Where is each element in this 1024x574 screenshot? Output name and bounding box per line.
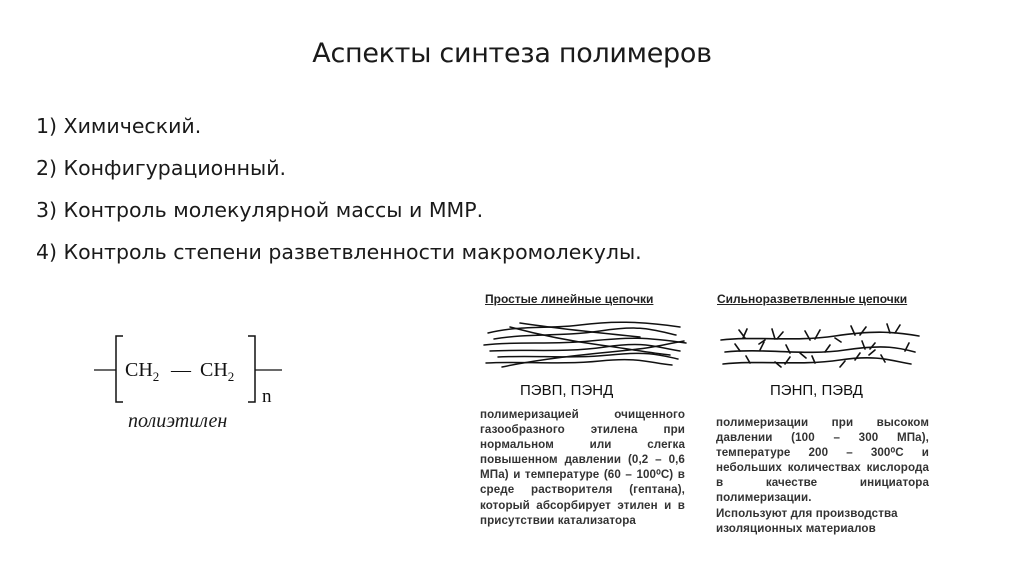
aspect-item: 4) Контроль степени разветвленности макромолекулы.: [36, 240, 642, 264]
formula-unit-left: $CH_2$: [125, 359, 160, 384]
formula-unit-right: $CH_2$: [200, 359, 235, 384]
linear-chains-illustration: [480, 315, 690, 373]
branched-chains-heading: Сильноразветвленные цепочки: [717, 292, 908, 306]
branched-chains-caption: ПЭНП, ПЭВД: [770, 382, 863, 399]
linear-chains-caption: ПЭВП, ПЭНД: [520, 382, 614, 399]
aspect-item: 2) Конфигурационный.: [36, 156, 287, 180]
branched-chains-usage: Используют для производства изоляционных материалов: [716, 506, 898, 535]
formula-subscript-n: n: [262, 386, 272, 407]
formula-left-bracket: [116, 336, 123, 402]
aspect-item: 3) Контроль молекулярной массы и ММР.: [36, 198, 484, 222]
branched-chains-illustration: [715, 318, 925, 373]
formula-bond: —: [171, 359, 191, 381]
formula-name: полиэтилен: [128, 410, 228, 432]
branched-chains-description: [716, 415, 929, 536]
linear-chains-description: [480, 407, 685, 528]
linear-chains-heading: Простые линейные цепочки: [485, 292, 654, 306]
formula-right-bracket: [248, 336, 255, 402]
slide-title: Аспекты синтеза полимеров: [312, 38, 712, 69]
linear-chains-text: полимеризацией очищенного газообразного этилена при нормальном или слегка повышенном давлении (0,2 – 0,6 МПа) и температуре (60 – 100⁰С) в среде растворителя (гептана), который абсорбирует этилен и в присутствии катализатора: [480, 408, 685, 527]
aspect-item: 1) Химический.: [36, 114, 202, 138]
branched-chains-text: полимеризации при высоком давлении (100 – 300 МПа), температуре 200 – 300⁰С и небольших количествах кислорода в качестве инициатора полимеризации.: [716, 416, 929, 505]
aspects-list: [36, 108, 642, 276]
